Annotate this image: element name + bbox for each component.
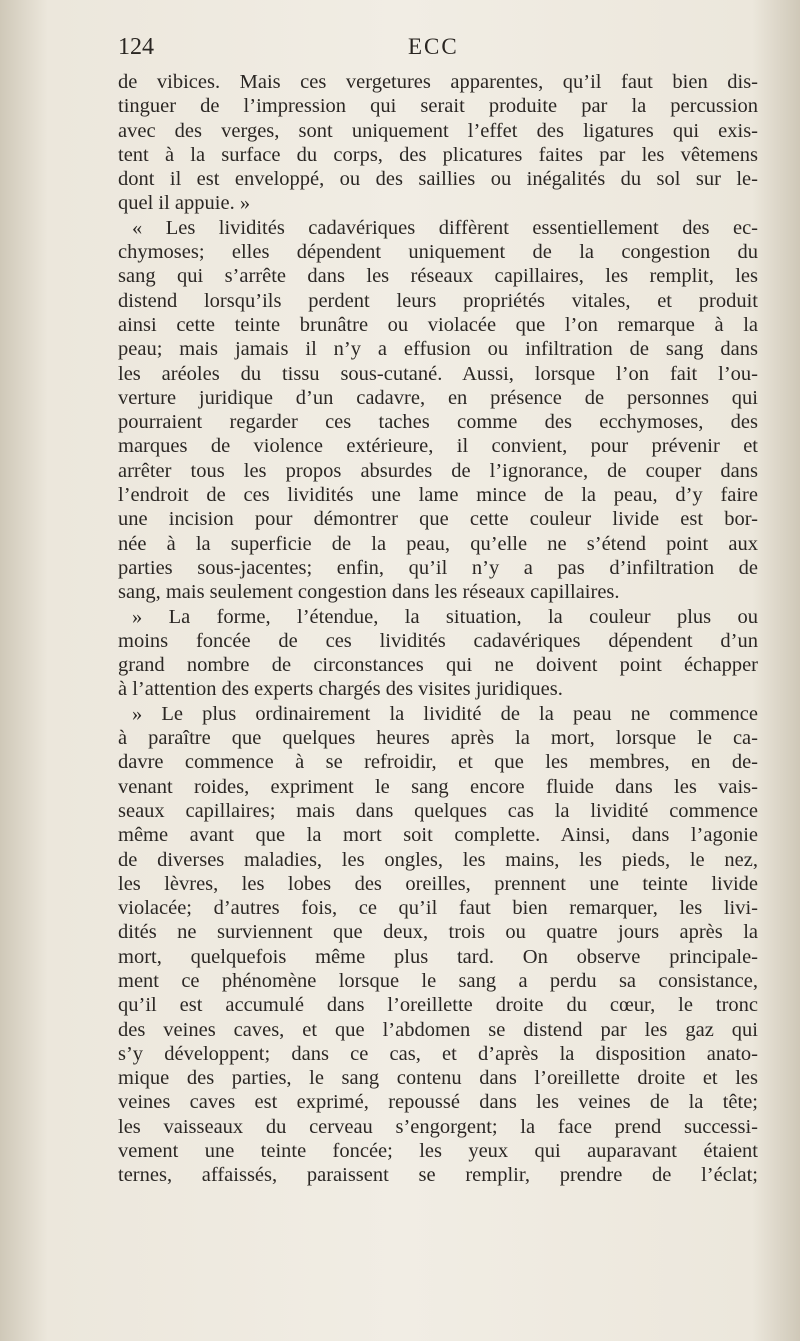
text-line: ternes, affaissés, paraissent se remplir, prendre de l’éclat; (118, 1164, 758, 1187)
text-line: de diverses maladies, les ongles, les mains, les pieds, le nez, (118, 848, 758, 871)
text-line: pourraient regarder ces taches comme des ecchymoses, des (118, 411, 758, 434)
text-line: une incision pour démontrer que cette couleur livide est bor- (118, 508, 758, 531)
text-line: même avant que la mort soit complette. Ainsi, dans l’agonie (118, 824, 758, 847)
text-line: sang qui s’arrête dans les réseaux capillaires, les remplit, les (118, 265, 758, 288)
text-line: vement une teinte foncée; les yeux qui auparavant étaient (118, 1140, 758, 1163)
text-line: les lèvres, les lobes des oreilles, prennent une teinte livide (118, 872, 758, 895)
text-line: dont il est enveloppé, ou des saillies ou inégalités du sol sur le- (118, 168, 758, 191)
text-line: les vaisseaux du cerveau s’engorgent; la face prend successi- (118, 1115, 758, 1138)
text-line: venant roides, expriment le sang encore fluide dans les vais- (118, 775, 758, 798)
text-line: » Le plus ordinairement la lividité de la peau ne commence (132, 702, 758, 725)
text-line: grand nombre de circonstances qui ne doivent point échapper (118, 654, 758, 677)
text-line: seaux capillaires; mais dans quelques cas la lividité commence (118, 799, 758, 822)
page-header (118, 34, 758, 66)
text-line: arrêter tous les propos absurdes de l’ignorance, de couper dans (118, 459, 758, 482)
text-line: née à la superficie de la peau, qu’elle ne s’étend point aux (118, 532, 758, 555)
text-line: quel il appuie. » (118, 192, 251, 215)
text-line: « Les lividités cadavériques diffèrent essentiellement des ec- (132, 216, 758, 239)
text-line: ment ce phénomène lorsque le sang a perdu sa consistance, (118, 969, 758, 992)
text-line: moins foncée de ces lividités cadavériques dépendent d’un (118, 629, 758, 652)
text-line: veines caves est exprimé, repoussé dans les veines de la tête; (118, 1091, 758, 1114)
running-head: ECC (408, 34, 459, 59)
text-line: parties sous-jacentes; enfin, qu’il n’y a pas d’infiltration de (118, 556, 758, 579)
text-line: dités ne surviennent que deux, trois ou quatre jours après la (118, 921, 758, 944)
page-number: 124 (118, 34, 154, 60)
text-line: mique des parties, le sang contenu dans l’oreillette droite et les (118, 1067, 758, 1090)
body-text (118, 70, 758, 1188)
text-line: davre commence à se refroidir, et que les membres, en de- (118, 751, 758, 774)
text-line: tent à la surface du corps, des plicatures faites par les vêtemens (118, 143, 758, 166)
text-line: l’endroit de ces lividités une lame mince de la peau, d’y faire (118, 484, 758, 507)
text-line: » La forme, l’étendue, la situation, la couleur plus ou (132, 605, 758, 628)
text-line: de vibices. Mais ces vergetures apparentes, qu’il faut bien dis- (118, 71, 758, 93)
text-line: ainsi cette teinte brunâtre ou violacée que l’on remarque à la (118, 313, 758, 336)
text-line: distend lorsqu’ils perdent leurs propriétés vitales, et produit (118, 289, 758, 312)
text-line: à paraître que quelques heures après la mort, lorsque le ca- (118, 727, 758, 750)
text-line: peau; mais jamais il n’y a effusion ou infiltration de sang dans (118, 338, 758, 361)
text-line: marques de violence extérieure, il convient, pour prévenir et (118, 435, 758, 458)
text-line: mort, quelquefois même plus tard. On observe principale- (118, 945, 758, 968)
text-line: les aréoles du tissu sous-cutané. Aussi, lorsque l’on fait l’ou- (118, 362, 758, 385)
text-line: s’y développent; dans ce cas, et d’après la disposition anato- (118, 1042, 758, 1065)
text-line: sang, mais seulement congestion dans les réseaux capillaires. (118, 581, 620, 604)
text-line: verture juridique d’un cadavre, en présence de personnes qui (118, 386, 758, 409)
text-line: qu’il est accumulé dans l’oreillette droite du cœur, le tronc (118, 994, 758, 1017)
text-line: violacée; d’autres fois, ce qu’il faut bien remarquer, les livi- (118, 897, 758, 920)
text-line: des veines caves, et que l’abdomen se distend par les gaz qui (118, 1018, 758, 1041)
text-line: chymoses; elles dépendent uniquement de la congestion du (118, 241, 758, 264)
text-line: à l’attention des experts chargés des visites juridiques. (118, 678, 563, 701)
text-line: tinguer de l’impression qui serait produite par la percussion (118, 95, 758, 118)
text-line: avec des verges, sont uniquement l’effet des ligatures qui exis- (118, 119, 758, 142)
